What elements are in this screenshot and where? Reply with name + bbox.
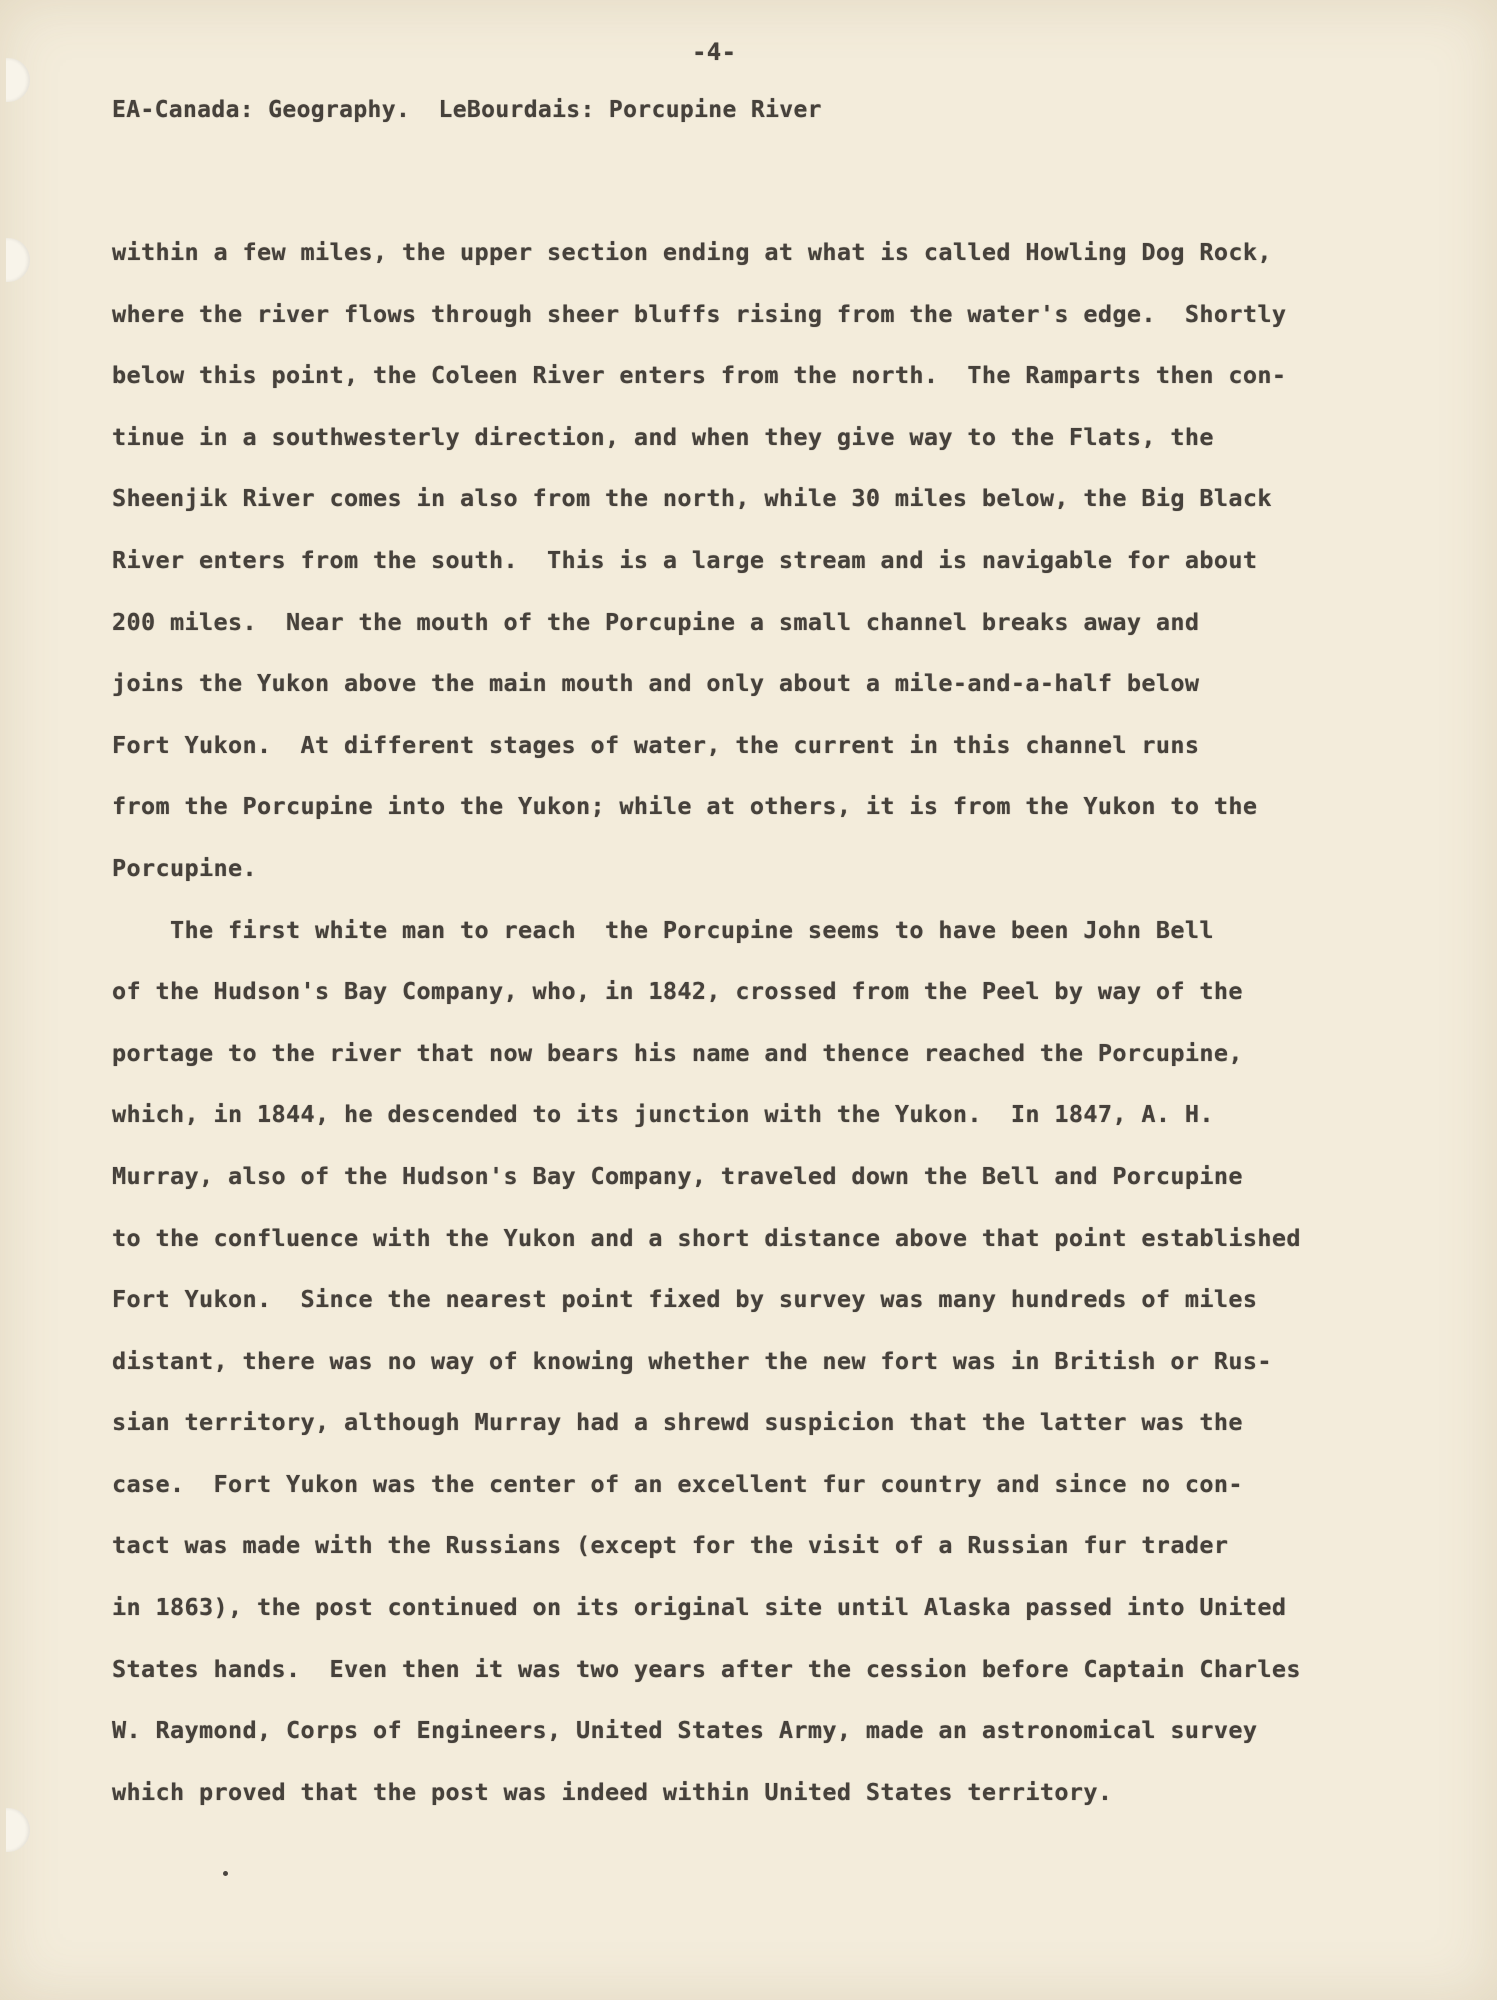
text-line: The first white man to reach the Porcupine seems to have been John Bell (112, 915, 1214, 944)
text-line: 200 miles. Near the mouth of the Porcupine a small channel breaks away and (112, 607, 1200, 636)
text-line: to the confluence with the Yukon and a short distance above that point established (112, 1223, 1301, 1252)
document-header: EA-Canada: Geography. LeBourdais: Porcupine River (112, 97, 822, 123)
text-line: case. Fort Yukon was the center of an excellent fur country and since no con- (112, 1469, 1243, 1498)
ink-dot-mark (223, 1871, 228, 1876)
text-line: portage to the river that now bears his name and thence reached the Porcupine, (112, 1038, 1243, 1067)
text-line: Murray, also of the Hudson's Bay Company, traveled down the Bell and Porcupine (112, 1161, 1243, 1190)
text-line: in 1863), the post continued on its original site until Alaska passed into United (112, 1593, 1287, 1622)
body-text (112, 222, 1412, 1823)
text-line: distant, there was no way of knowing whether the new fort was in British or Rus- (112, 1346, 1272, 1375)
text-line: Fort Yukon. Since the nearest point fixed by survey was many hundreds of miles (112, 1285, 1258, 1314)
text-line: River enters from the south. This is a large stream and is navigable for about (112, 545, 1258, 574)
text-line: joins the Yukon above the main mouth and only about a mile-and-a-half below (112, 669, 1200, 698)
text-line: tact was made with the Russians (except for the visit of a Russian fur trader (112, 1531, 1229, 1560)
text-line: States hands. Even then it was two years after the cession before Captain Charles (112, 1654, 1301, 1683)
text-line: Sheenjik River comes in also from the north, while 30 miles below, the Big Black (112, 484, 1272, 513)
text-line: sian territory, although Murray had a shrewd suspicion that the latter was the (112, 1408, 1243, 1437)
text-line: W. Raymond, Corps of Engineers, United States Army, made an astronomical survey (112, 1716, 1258, 1745)
text-line: where the river flows through sheer bluffs rising from the water's edge. Shortly (112, 299, 1287, 328)
text-line: below this point, the Coleen River enters from the north. The Ramparts then con- (112, 361, 1287, 390)
text-line: which proved that the post was indeed within United States territory. (112, 1777, 1113, 1806)
punch-hole (6, 58, 30, 102)
text-line: tinue in a southwesterly direction, and when they give way to the Flats, the (112, 422, 1214, 451)
text-line: of the Hudson's Bay Company, who, in 1842, crossed from the Peel by way of the (112, 977, 1243, 1006)
punch-hole (6, 1808, 30, 1852)
text-line: Fort Yukon. At different stages of water, the current in this channel runs (112, 730, 1200, 759)
text-line: from the Porcupine into the Yukon; while at others, it is from the Yukon to the (112, 792, 1258, 821)
text-line: Porcupine. (112, 853, 257, 882)
text-line: within a few miles, the upper section ending at what is called Howling Dog Rock, (112, 238, 1272, 266)
page-number: -4- (692, 38, 737, 66)
text-line: which, in 1844, he descended to its junction with the Yukon. In 1847, A. H. (112, 1100, 1214, 1129)
punch-hole (6, 238, 30, 282)
